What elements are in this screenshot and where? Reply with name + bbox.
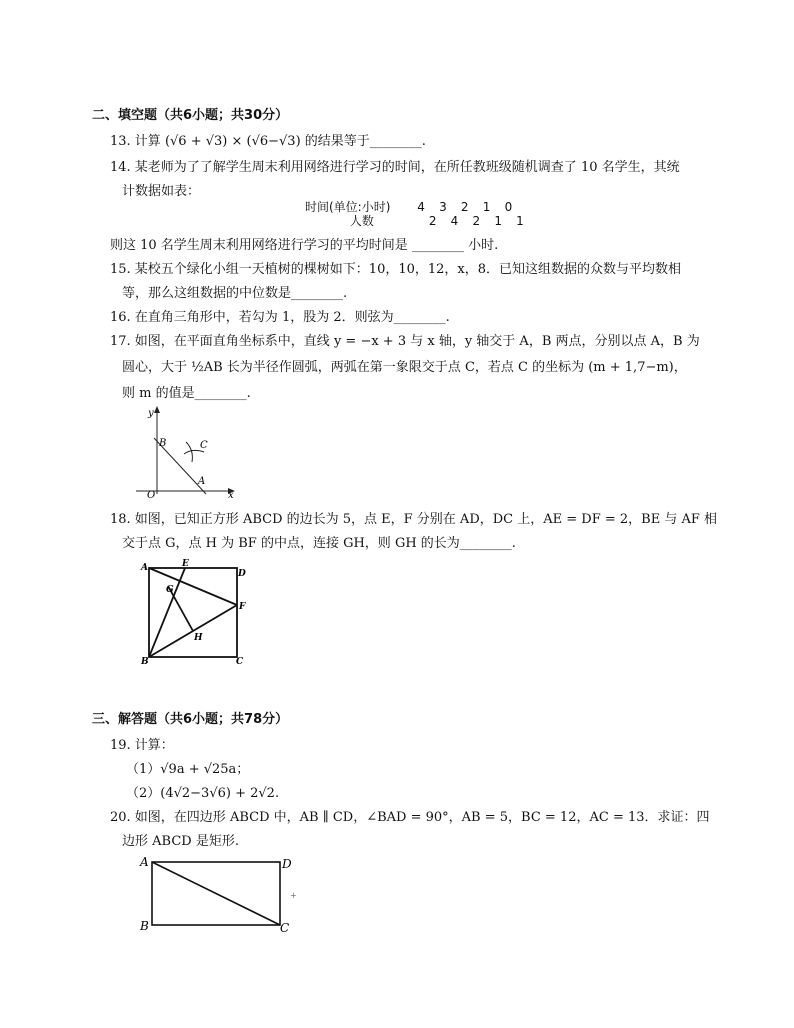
question-19-part2: （2）(4√2−3√6) + 2√2. (126, 786, 280, 801)
question-20-line2: 边形 ABCD 是矩形. (122, 834, 239, 849)
q17-coordinate-figure (132, 404, 242, 500)
fig-label-c: C (236, 657, 244, 667)
question-14-line2: 计数据如表： (122, 184, 201, 199)
table-header-count: 人数 (349, 214, 374, 228)
fig-label-e: E (182, 559, 189, 569)
data-table-count-row (305, 214, 529, 228)
question-14-line3: 则这 10 名学生周末利用网络进行学习的平均时间是 ________ 小时. (110, 238, 499, 253)
table-cell-hour: 1 (482, 200, 491, 214)
q20-rectangle-figure (136, 852, 306, 936)
question-18-line1: 18. 如图，已知正方形 ABCD 的边长为 5，点 E，F 分别在 AD，DC 上，AE = DF = 2，BE 与 AF 相 (110, 512, 718, 527)
q18-square-figure (138, 558, 250, 670)
table-cell-count: 1 (516, 214, 524, 228)
question-16: 16. 在直角三角形中，若勾为 1，股为 2．则弦为________. (110, 310, 450, 325)
table-cell-count: 2 (472, 214, 481, 228)
question-20-line1: 20. 如图，在四边形 ABCD 中，AB ∥ CD，∠BAD = 90°，AB = 5，BC = 12，AC = 13．求证：四 (110, 810, 710, 825)
cursor-mark-icon: + (290, 891, 297, 900)
table-cell-hour: 0 (504, 200, 513, 214)
fig-label-b: B (159, 438, 167, 449)
fig-label-b: B (141, 657, 149, 667)
question-19-title: 19. 计算： (110, 738, 174, 753)
fig-label-a: A (198, 476, 206, 487)
table-cell-count: 2 (428, 214, 437, 228)
table-cell-count: 1 (494, 214, 502, 228)
question-15-line1: 15. 某校五个绿化小组一天植树的棵树如下：10，10，12，x，8．已知这组数据的众数与平均数相 (110, 262, 682, 277)
data-table-hours-row (305, 200, 517, 214)
fig-label-d: D (238, 569, 246, 579)
table-header-time: 时间(单位:小时) (305, 200, 391, 214)
fig-label-d: D (282, 857, 292, 871)
fig-label-b: B (140, 919, 149, 933)
fig-label-a: A (141, 563, 148, 573)
fig-label-c: C (280, 921, 290, 935)
fig-label-c: C (200, 440, 208, 451)
question-17-line2: 圆心，大于 ½AB 长为半径作圆弧，两弧在第一象限交于点 C，若点 C 的坐标为 (m + 1,7−m)， (122, 360, 687, 375)
question-17-line3: 则 m 的值是________. (122, 386, 251, 401)
table-cell-hour: 3 (439, 200, 447, 214)
fig-label-h: H (194, 633, 203, 643)
table-cell-hour: 4 (417, 200, 425, 214)
fig-label-y: y (148, 408, 154, 419)
section-title-answer: 三、解答题（共6小题；共78分） (92, 712, 289, 727)
section-title-fill-blank: 二、填空题（共6小题；共30分） (92, 108, 289, 123)
fig-label-o: O (147, 490, 156, 500)
question-14-line1: 14. 某老师为了了解学生周末利用网络进行学习的时间，在所任教班级随机调查了 10 名学生，其统 (110, 160, 680, 175)
question-13: 13. 计算 (√6 + √3) × (√6−√3) 的结果等于________. (110, 134, 426, 149)
fig-label-f: F (239, 602, 246, 612)
table-cell-count: 4 (450, 214, 459, 228)
question-19-part1: （1）√9a + √25a； (126, 762, 250, 777)
fig-label-a: A (140, 855, 149, 869)
fig-label-x: x (228, 490, 234, 500)
fig-label-g: G (166, 585, 174, 595)
question-17-line1: 17. 如图，在平面直角坐标系中，直线 y = −x + 3 与 x 轴，y 轴交于 A，B 两点，分别以点 A，B 为 (110, 334, 700, 349)
table-cell-hour: 2 (460, 200, 469, 214)
question-18-line2: 交于点 G，点 H 为 BF 的中点，连接 GH，则 GH 的长为________. (122, 536, 516, 551)
question-15-line2: 等，那么这组数据的中位数是________. (122, 286, 348, 301)
